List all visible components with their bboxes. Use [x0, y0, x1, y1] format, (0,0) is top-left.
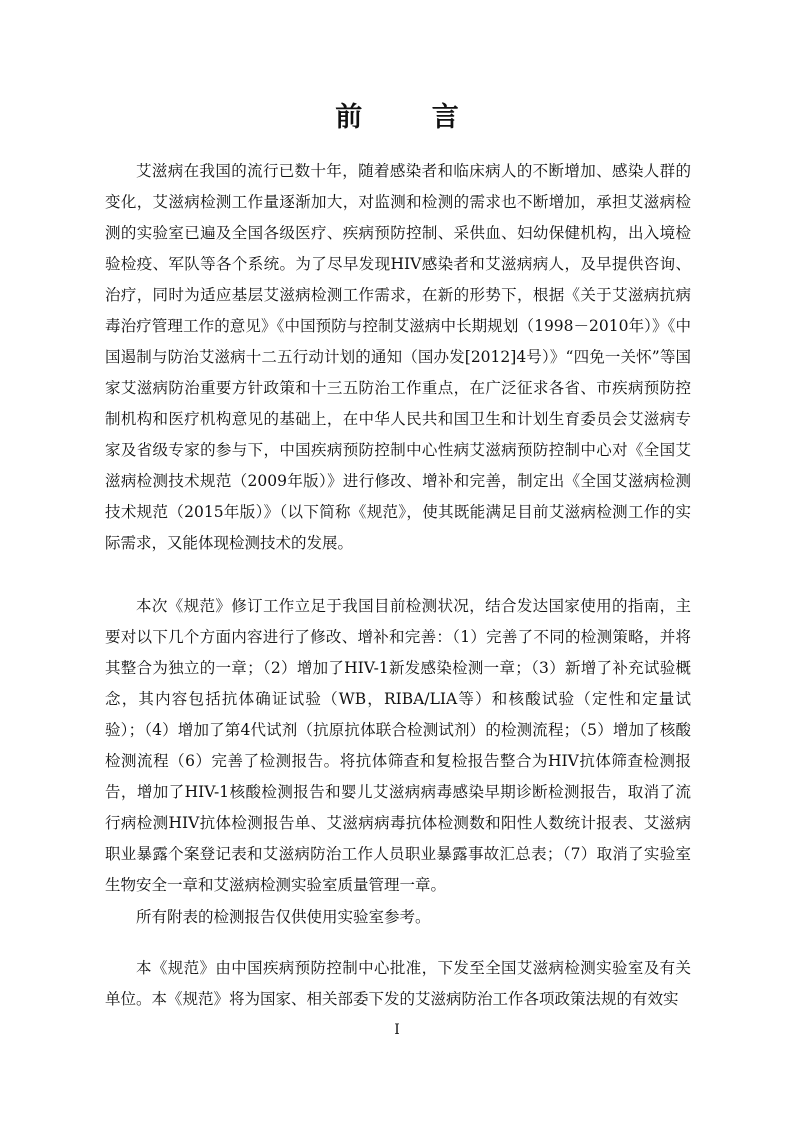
- paragraph-revisions: 本次《规范》修订工作立足于我国目前检测状况，结合发达国家使用的指南，主要对以下几个方面内容进行了修改、增补和完善：（1）完善了不同的检测策略，并将其整合为独立的一章；（2）增加了HIV-1新发感染检测一章；（3）新增了补充试验概念，其内容包括抗体确证试验（WB，RIBA/LIA等）和核酸试验（定性和定量试验）；（4）增加了第4代试剂（抗原抗体联合检测试剂）的检测流程；（5）增加了核酸检测流程（6）完善了检测报告。将抗体筛查和复检报告整合为HIV抗体筛查检测报告，增加了HIV-1核酸检测报告和婴儿艾滋病病毒感染早期诊断检测报告，取消了流行病检测HIV抗体检测报告单、艾滋病病毒抗体检测数和阳性人数统计报表、艾滋病职业暴露个案登记表和艾滋病防治工作人员职业暴露事故汇总表；（7）取消了实验室生物安全一章和艾滋病检测实验室质量管理一章。: [105, 597, 691, 894]
- paragraph-appendix-note: 所有附表的检测报告仅供使用实验室参考。: [136, 908, 431, 926]
- paragraph-background: 艾滋病在我国的流行已数十年，随着感染者和临床病人的不断增加、感染人群的变化，艾滋病检测工作量逐渐加大，对监测和检测的需求也不断增加，承担艾滋病检测的实验室已遍及全国各级医疗、疾病预防控制、采供血、妇幼保健机构，出入境检验检疫、军队等各个系统。为了尽早发现HIV感染者和艾滋病病人，及早提供咨询、治疗，同时为适应基层艾滋病检测工作需求，在新的形势下，根据《关于艾滋病抗病毒治疗管理工作的意见》《中国预防与控制艾滋病中长期规划（1998－2010年）》《中国遏制与防治艾滋病十二五行动计划的通知（国办发[2012]4号）》“四免一关怀”等国家艾滋病防治重要方针政策和十三五防治工作重点，在广泛征求各省、市疾病预防控制机构和医疗机构意见的基础上，在中华人民共和国卫生和计划生育委员会艾滋病专家及省级专家的参与下，中国疾病预防控制中心性病艾滋病预防控制中心对《全国艾滋病检测技术规范（2009年版）》进行修改、增补和完善，制定出《全国艾滋病检测技术规范（2015年版）》（以下简称《规范》，使其既能满足目前艾滋病检测工作的实际需求，又能体现检测技术的发展。: [105, 162, 691, 552]
- page-title: 前 言: [335, 102, 489, 133]
- page-number: I: [394, 1022, 400, 1038]
- paragraph-approval: 本《规范》由中国疾病预防控制中心批准，下发至全国艾滋病检测实验室及有关单位。本《规范》将为国家、相关部委下发的艾滋病防治工作各项政策法规的有效实: [105, 959, 691, 1008]
